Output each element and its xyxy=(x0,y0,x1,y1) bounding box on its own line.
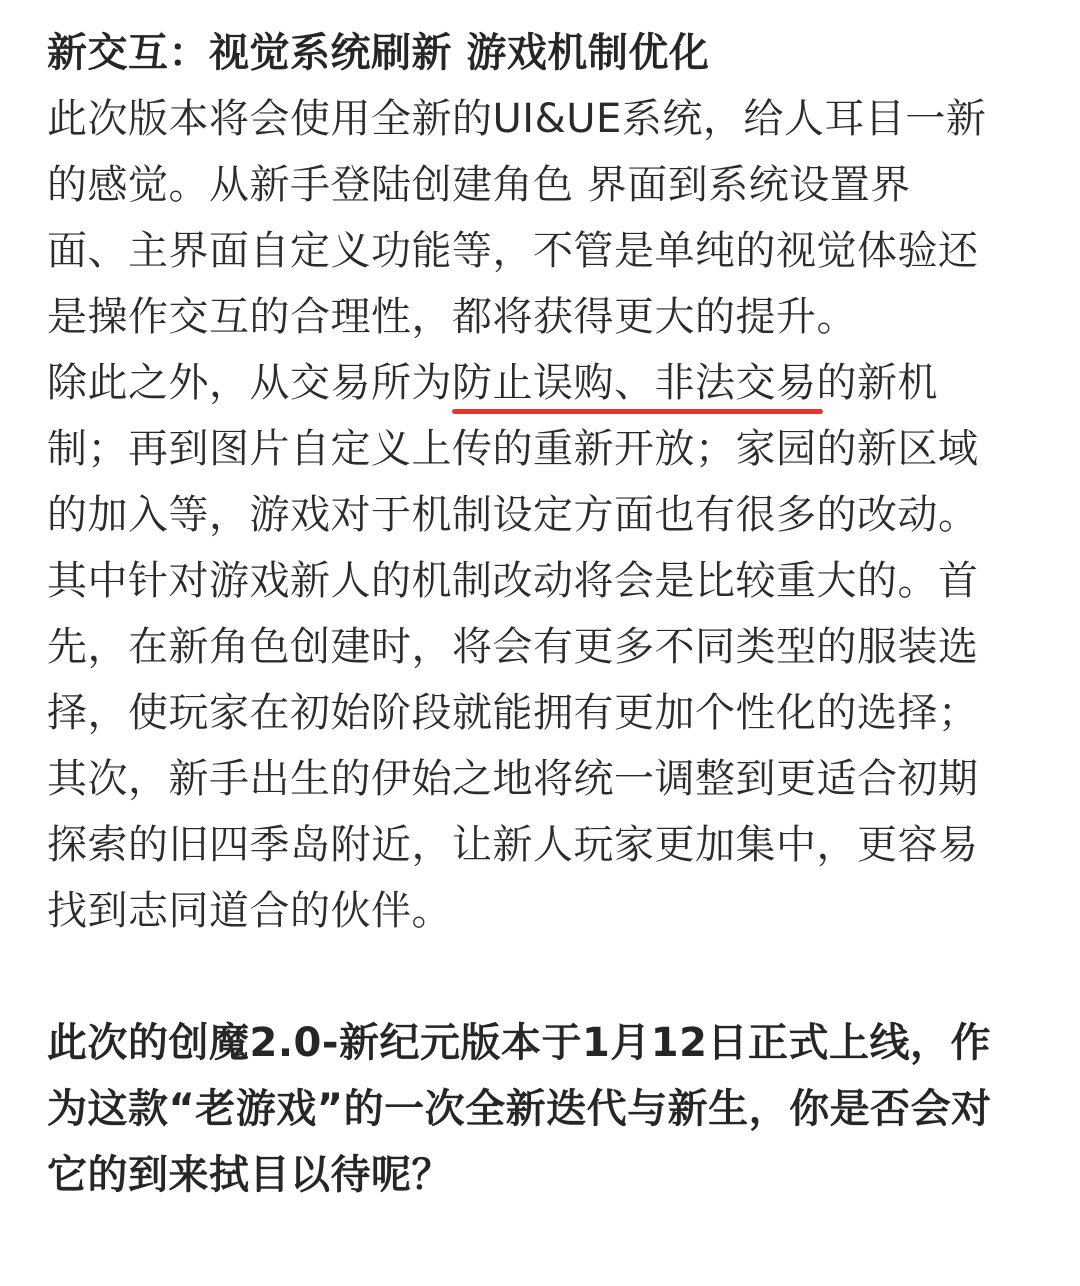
section-heading: 新交互：视觉系统刷新 游戏机制优化 xyxy=(47,30,710,76)
paragraph-2 xyxy=(47,350,1047,944)
text-line: 是操作交互的合理性，都将获得更大的提升。 xyxy=(47,294,857,340)
closing-paragraph xyxy=(47,1010,1047,1208)
text-line: 面、主界面自定义功能等，不管是单纯的视觉体验还 xyxy=(47,228,979,274)
red-underline-mark xyxy=(452,409,823,414)
text-line: 找到志同道合的伙伴。 xyxy=(47,888,452,934)
text-line: 为这款“老游戏”的一次全新迭代与新生，你是否会对 xyxy=(47,1086,992,1132)
text-line: 的感觉。从新手登陆创建角色 界面到系统设置界 xyxy=(47,162,911,208)
text-line: 其中针对游戏新人的机制改动将会是比较重大的。首 xyxy=(47,558,979,604)
text-line xyxy=(47,350,1047,416)
highlighted-text: 防止误购、非法交易 xyxy=(452,360,817,406)
text-line: 其次，新手出生的伊始之地将统一调整到更适合初期 xyxy=(47,756,979,802)
text-line: 此次版本将会使用全新的UI&UE系统，给人耳目一新 xyxy=(47,96,987,142)
text-line: 此次的创魔2.0-新纪元版本于1月12日正式上线，作 xyxy=(47,1020,991,1066)
text-line: 择，使玩家在初始阶段就能拥有更加个性化的选择； xyxy=(47,690,979,736)
paragraph-1 xyxy=(47,86,1047,350)
text-line: 制；再到图片自定义上传的重新开放；家园的新区域 xyxy=(47,426,979,472)
text-line: 的加入等，游戏对于机制设定方面也有很多的改动。 xyxy=(47,492,979,538)
article xyxy=(47,20,1047,1208)
text-segment: 的新机 xyxy=(816,360,938,406)
paragraph-gap xyxy=(47,944,1047,1010)
text-line: 探索的旧四季岛附近，让新人玩家更加集中，更容易 xyxy=(47,822,979,868)
text-line: 它的到来拭目以待呢？ xyxy=(47,1152,452,1198)
text-line: 先，在新角色创建时，将会有更多不同类型的服装选 xyxy=(47,624,979,670)
text-segment: 除此之外，从交易所为 xyxy=(47,360,452,406)
highlighted-phrase xyxy=(452,350,817,416)
